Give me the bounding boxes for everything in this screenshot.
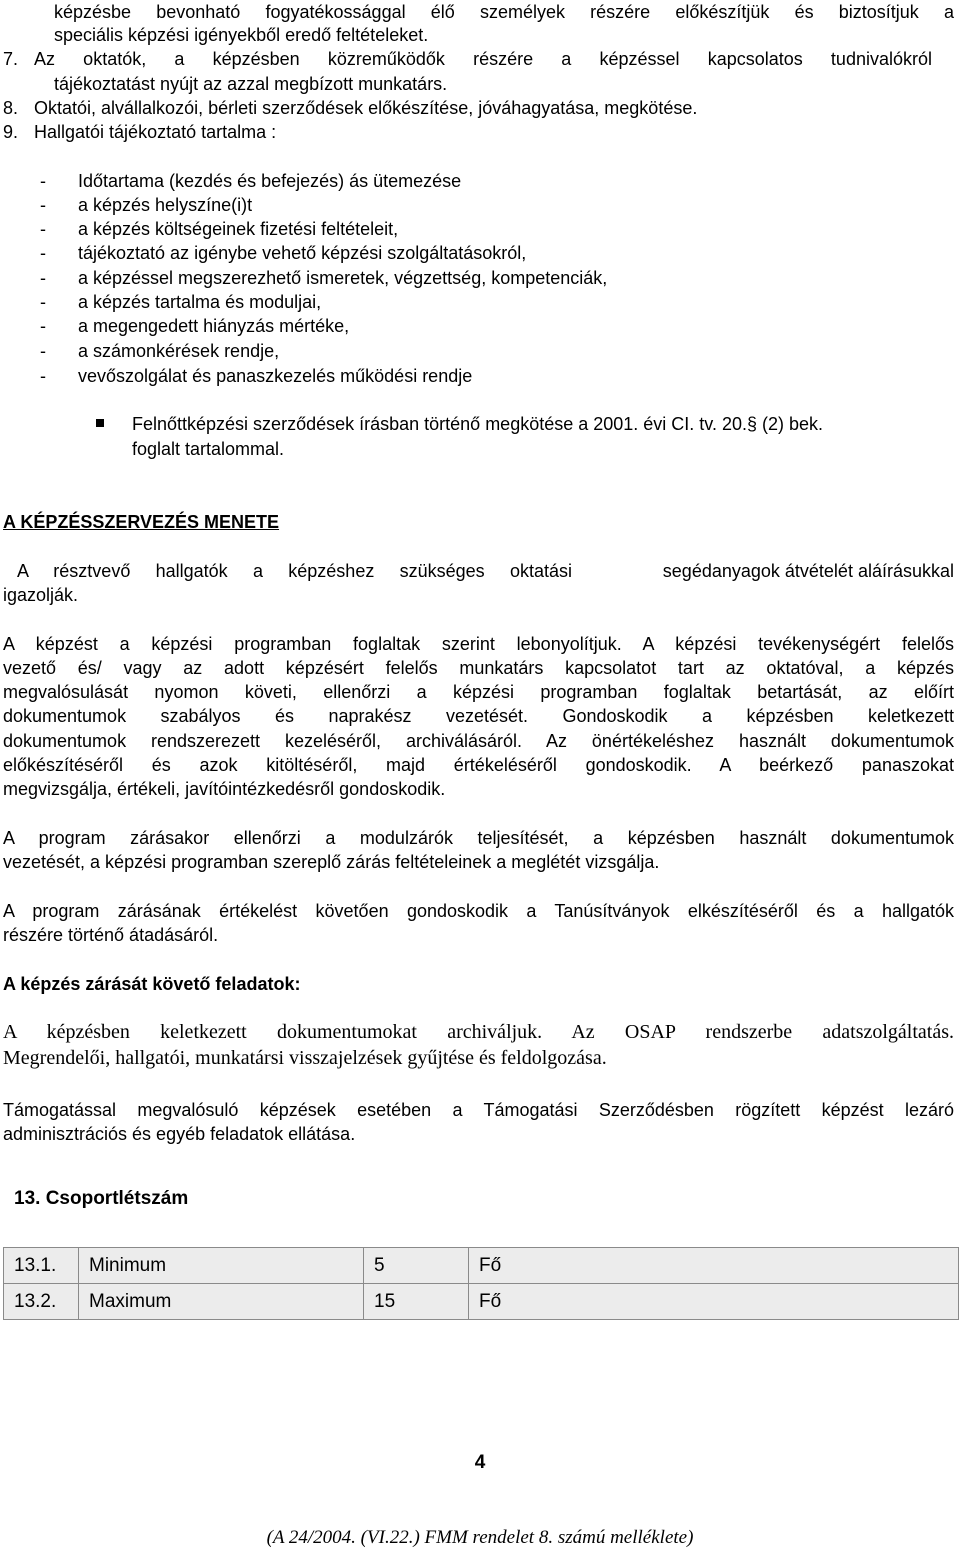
row-unit: Fő bbox=[469, 1248, 959, 1284]
dash-marker: - bbox=[40, 341, 46, 361]
dash-marker: - bbox=[40, 268, 46, 288]
list-item-text: Oktatói, alvállalkozói, bérleti szerződések előkészítése, jóváhagyatása, megkötése. bbox=[34, 98, 698, 118]
row-value: 15 bbox=[364, 1284, 469, 1320]
row-code: 13.1. bbox=[4, 1248, 79, 1284]
footer-reference: (A 24/2004. (VI.22.) FMM rendelet 8. számú melléklete) bbox=[266, 1527, 694, 1548]
square-bullet-icon bbox=[96, 419, 104, 427]
dash-list-text: a képzés helyszíne(i)t bbox=[78, 195, 253, 215]
support-paragraph-line-2: adminisztrációs és egyéb feladatok ellátása. bbox=[3, 1124, 356, 1144]
dash-marker: - bbox=[40, 243, 46, 263]
dash-list-text: tájékoztató az igénybe vehető képzési szolgáltatásokról, bbox=[78, 243, 527, 263]
paragraph-line: vezető és/ vagy az adott képzésért felelős munkatárs kapcsolatot tart az oktatóval, a képzés bbox=[3, 658, 954, 678]
row-label: Minimum bbox=[79, 1248, 364, 1284]
row-label: Maximum bbox=[79, 1284, 364, 1320]
paragraph-line: megvalósulását nyomon követi, ellenőrzi a képzési programban foglaltak betartását, az előírt bbox=[3, 682, 954, 702]
table-row bbox=[4, 1248, 959, 1284]
list-item-text: Hallgatói tájékoztató tartalma : bbox=[34, 122, 277, 142]
close-paragraph-line-1: A program zárásakor ellenőrzi a modulzárók teljesítését, a képzésben használt dokumentumok bbox=[3, 828, 954, 848]
dash-list-text: Időtartama (kezdés és befejezés) ás ütemezése bbox=[78, 171, 462, 191]
receipt-right-text: segédanyagok átvételét aláírásukkal bbox=[662, 561, 954, 581]
dash-list-text: a képzés tartalma és moduljai, bbox=[78, 292, 322, 312]
receipt-left-text: A résztvevő hallgatók a képzéshez szükséges oktatási bbox=[17, 561, 572, 581]
list-item-9 bbox=[3, 122, 276, 143]
list-item-number: 9. bbox=[3, 122, 19, 142]
table-row bbox=[4, 1284, 959, 1320]
dash-list-text: a képzéssel megszerezhető ismeretek, végzettség, kompetenciák, bbox=[78, 268, 608, 288]
dash-marker: - bbox=[40, 316, 46, 336]
continuation-line-1: képzésbe bevonható fogyatékossággal élő személyek részére előkészítjük és biztosítjuk a bbox=[54, 2, 954, 22]
group-size-table bbox=[3, 1247, 959, 1320]
cert-paragraph-line-1: A program zárásának értékelést követően gondoskodik a Tanúsítványok elkészítéséről és a hallgatók bbox=[3, 901, 954, 921]
cert-paragraph-line-2: részére történő átadásáról. bbox=[3, 925, 219, 945]
bullet-note-line-1: Felnőttképzési szerződések írásban történő megkötése a 2001. évi CI. tv. 20.§ (2) bek. bbox=[132, 414, 824, 434]
continuation-line-2: speciális képzési igényekből eredő feltételeket. bbox=[54, 25, 429, 45]
paragraph-line: dokumentumok szabályos és naprakész vezetését. Gondoskodik a képzésben keletkezett bbox=[3, 706, 954, 726]
dash-list-text: a megengedett hiányzás mértéke, bbox=[78, 316, 350, 336]
dash-list-text: vevőszolgálat és panaszkezelés működési rendje bbox=[78, 366, 473, 386]
list-item-7-continuation: tájékoztatást nyújt az azzal megbízott munkatárs. bbox=[54, 74, 448, 94]
list-item-number: 7. bbox=[3, 49, 19, 69]
dash-marker: - bbox=[40, 171, 46, 191]
bullet-note-line-2: foglalt tartalommal. bbox=[132, 439, 285, 459]
after-course-heading: A képzés zárását követő feladatok: bbox=[3, 974, 301, 994]
list-item-7 bbox=[3, 49, 954, 70]
support-paragraph-line-1: Támogatással megvalósuló képzések esetében a Támogatási Szerződésben rögzített képzést lezáró bbox=[3, 1100, 954, 1120]
close-paragraph-line-2: vezetését, a képzési programban szereplő zárás feltételeinek a meglétét vizsgálja. bbox=[3, 852, 660, 872]
group-size-heading: 13. Csoportlétszám bbox=[14, 1188, 189, 1209]
list-item-8 bbox=[3, 98, 697, 119]
receipt-paragraph-line-2: igazolják. bbox=[3, 585, 79, 605]
dash-list-text: a képzés költségeinek fizetési feltételeit, bbox=[78, 219, 399, 239]
row-code: 13.2. bbox=[4, 1284, 79, 1320]
row-unit: Fő bbox=[469, 1284, 959, 1320]
paragraph-line: előkészítéséről és azok kitöltéséről, majd értékeléséről gondoskodik. A beérkező panaszokat bbox=[3, 755, 954, 775]
row-value: 5 bbox=[364, 1248, 469, 1284]
page-number: 4 bbox=[474, 1452, 486, 1473]
archive-paragraph-line-2: Megrendelői, hallgatói, munkatársi visszajelzések gyűjtése és feldolgozása. bbox=[3, 1047, 607, 1069]
list-item-text: Az oktatók, a képzésben közreműködők részére a képzéssel kapcsolatos tudnivalókról bbox=[34, 49, 932, 69]
paragraph-line: dokumentumok rendszerezett kezeléséről, archiválásáról. Az önértékeléshez használt dokumentumok bbox=[3, 731, 954, 751]
paragraph-line: A képzést a képzési programban foglaltak szerint lebonyolítjuk. A képzési tevékenységért felelős bbox=[3, 634, 954, 654]
dash-list-text: a számonkérések rendje, bbox=[78, 341, 280, 361]
dash-marker: - bbox=[40, 219, 46, 239]
dash-marker: - bbox=[40, 195, 46, 215]
section-heading: A KÉPZÉSSZERVEZÉS MENETE bbox=[3, 512, 280, 532]
archive-paragraph-line-1: A képzésben keletkezett dokumentumokat archiváljuk. Az OSAP rendszerbe adatszolgáltatás. bbox=[3, 1021, 954, 1043]
paragraph-line: megvizsgálja, értékeli, javítóintézkedésről gondoskodik. bbox=[3, 779, 446, 799]
dash-marker: - bbox=[40, 292, 46, 312]
dash-marker: - bbox=[40, 366, 46, 386]
list-item-number: 8. bbox=[3, 98, 19, 118]
